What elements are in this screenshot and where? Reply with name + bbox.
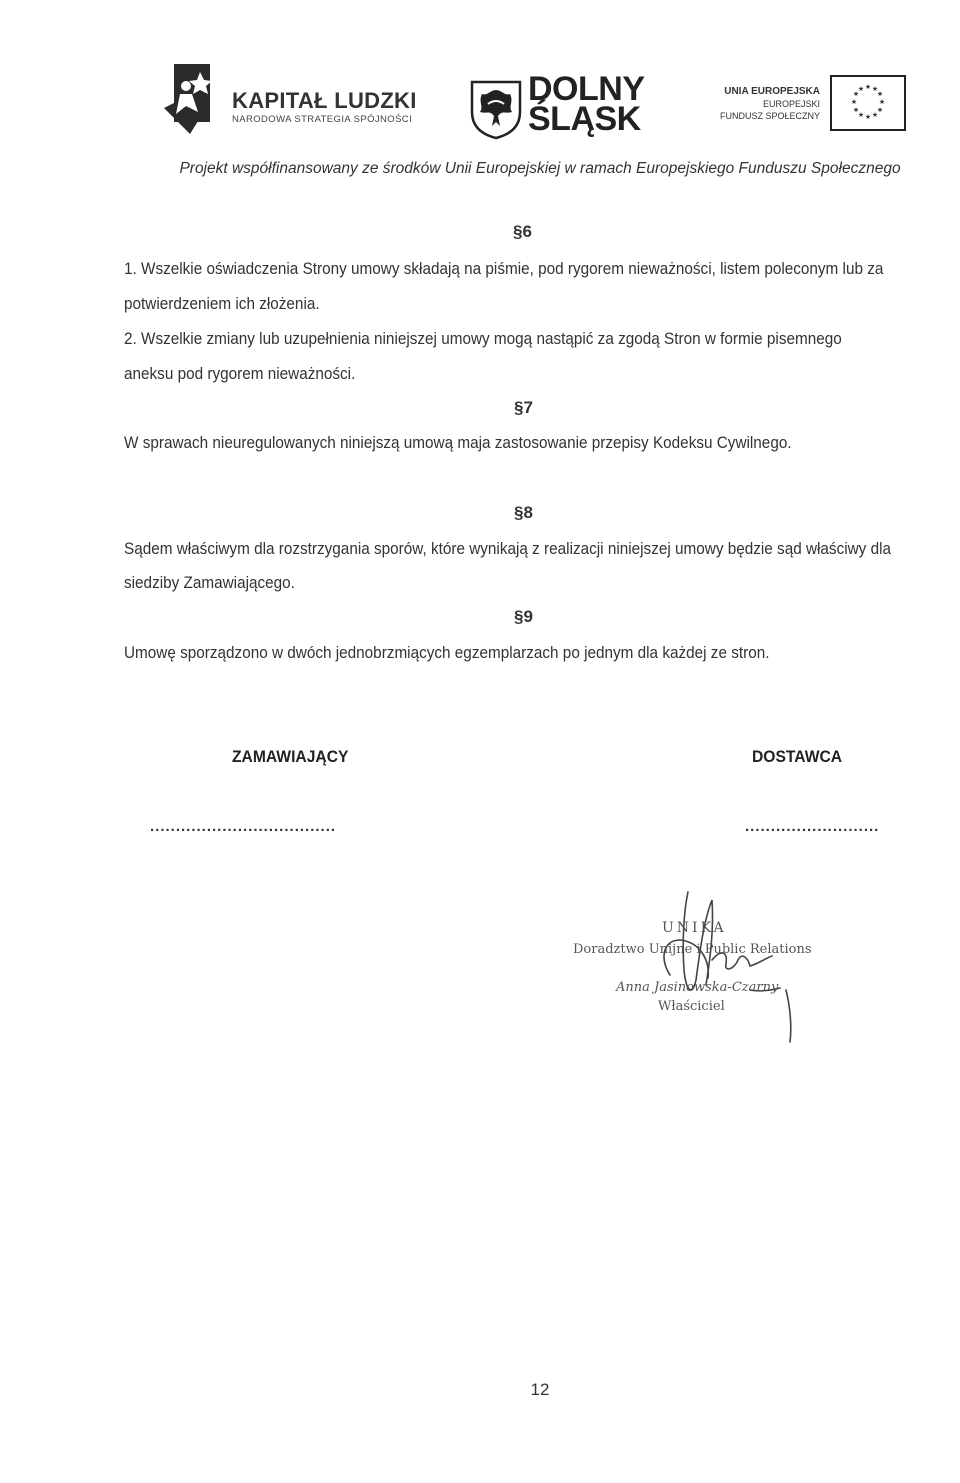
orderer-signature-label: ZAMAWIAJĄCY xyxy=(232,747,349,766)
section-6-paragraph-1-line-1: 1. Wszelkie oświadczenia Strony umowy składają na piśmie, pod rygorem nieważności, listem poleconym lub za xyxy=(124,259,884,278)
eu-label-line-1: UNIA EUROPEJSKA xyxy=(724,86,820,97)
section-8-heading: §8 xyxy=(514,503,533,522)
svg-text:★: ★ xyxy=(864,113,872,121)
svg-text:★: ★ xyxy=(876,106,884,114)
section-6-paragraph-2-line-2: aneksu pod rygorem nieważności. xyxy=(124,364,356,383)
svg-text:★: ★ xyxy=(857,85,865,93)
eu-flag-icon xyxy=(830,75,906,131)
section-9-heading: §9 xyxy=(514,607,533,626)
region-line-2: ŚLĄSK xyxy=(528,100,641,138)
eagle-crest-icon xyxy=(470,78,522,140)
cofunding-notice: Projekt współfinansowany ze środków Unii Europejskiej w ramach Europejskiego Funduszu Społecznego xyxy=(179,160,901,177)
stamp-owner-name: Anna Jasinowska-Czarny xyxy=(616,980,779,995)
page-number: 12 xyxy=(530,1380,550,1399)
eu-label-line-3: FUNDUSZ SPOŁECZNY xyxy=(719,111,820,121)
kapital-ludzki-title: KAPITAŁ LUDZKI xyxy=(232,88,417,113)
dolny-slask-title xyxy=(528,70,645,138)
stamp-company-name: UNIKA xyxy=(662,920,727,936)
kapital-ludzki-logo xyxy=(160,64,218,138)
handwritten-signature xyxy=(600,880,820,1050)
stamp-company-description: Doradztwo Unijne i Public Relations xyxy=(573,942,812,957)
supplier-signature-label: DOSTAWCA xyxy=(752,747,843,766)
eu-label-line-2: EUROPEJSKI xyxy=(762,99,820,109)
section-9-text: Umowę sporządzono w dwóch jednobrzmiących egzemplarzach po jednym dla każdej ze stron. xyxy=(124,643,770,662)
svg-text:★: ★ xyxy=(857,111,865,119)
svg-text:★: ★ xyxy=(852,90,860,98)
svg-text:★: ★ xyxy=(878,98,886,106)
svg-text:★: ★ xyxy=(876,90,884,98)
section-7-heading: §7 xyxy=(514,398,533,417)
section-6-paragraph-2-line-1: 2. Wszelkie zmiany lub uzupełnienia niniejszej umowy mogą nastąpić za zgodą Stron w formie pisemnego xyxy=(124,329,842,348)
supplier-signature-line: .......................... xyxy=(745,818,880,835)
orderer-signature-line: .................................... xyxy=(150,818,337,835)
svg-text:★: ★ xyxy=(850,98,858,106)
section-8-line-1: Sądem właściwym dla rozstrzygania sporów, które wynikają z realizacji niniejszej umowy będzie sąd właściwy dla xyxy=(124,539,892,558)
stamp-owner-title: Właściciel xyxy=(658,999,725,1014)
region-line-1: DOLNY xyxy=(528,70,645,108)
kapital-ludzki-subtitle: NARODOWA STRATEGIA SPÓJNOŚCI xyxy=(232,114,413,125)
svg-text:★: ★ xyxy=(852,106,860,114)
svg-text:★: ★ xyxy=(871,85,879,93)
svg-text:★: ★ xyxy=(864,83,872,91)
section-6-heading: §6 xyxy=(513,222,532,241)
section-6-paragraph-1-line-2: potwierdzeniem ich złożenia. xyxy=(124,294,320,313)
section-8-line-2: siedziby Zamawiającego. xyxy=(124,573,295,592)
section-7-text: W sprawach nieuregulowanych niniejszą umową maja zastosowanie przepisy Kodeksu Cywilnego. xyxy=(124,433,792,452)
svg-text:★: ★ xyxy=(871,111,879,119)
